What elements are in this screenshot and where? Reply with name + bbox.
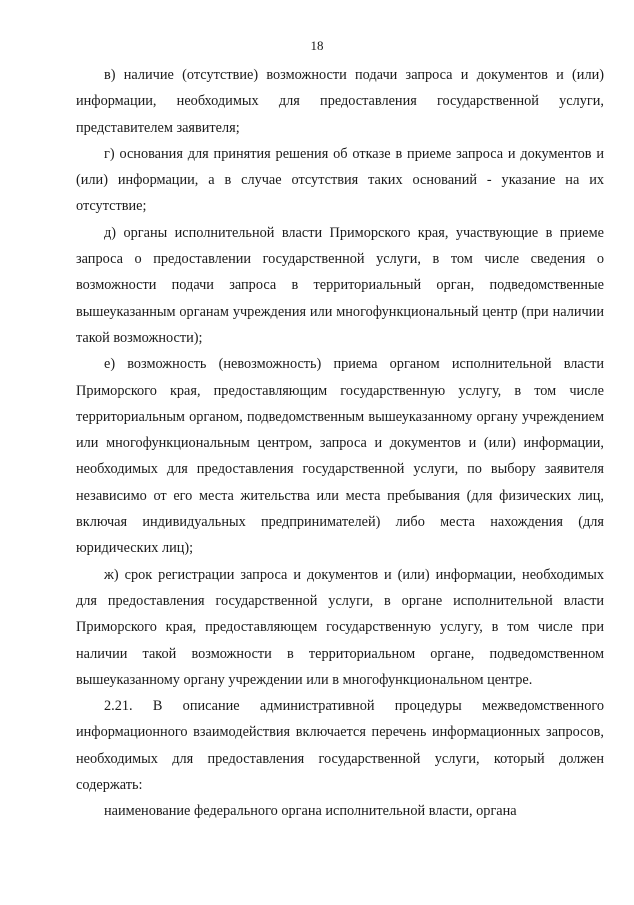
paragraph-g: г) основания для принятия решения об отказе в приеме запроса и документов и (или) информации, а в случае отсутствия таких оснований - указание на их отсутствие; — [76, 145, 604, 215]
paragraph-v: в) наличие (отсутствие) возможности подачи запроса и документов и (или) информации, необходимых для предоставления государственной услуги, представителем заявителя; — [76, 67, 604, 136]
paragraph-d: д) органы исполнительной власти Приморского края, участвующие в приеме запроса о предоставлении государственной услуги, в том числе сведения о возможности подачи запроса в территориальный орган, подведомственные вышеуказанным органам учреждения или многофункциональный центр (при наличии такой возможности); — [76, 224, 604, 346]
document-body — [76, 62, 604, 825]
paragraph-federal-body: наименование федерального органа исполнительной власти, органа — [104, 803, 517, 820]
paragraph-e: е) возможность (невозможность) приема органом исполнительной власти Приморского края, предоставляющим государственную услугу, в том числе территориальным органом, подведомственным вышеуказанному органу учреждением или многофункциональным центром, запроса и документов и (или) информации, необходимых для предоставления государственной услуги, по выбору заявителя независимо от его места жительства или места пребывания (для физических лиц, включая индивидуальных предпринимателей) либо места нахождения (для юридических лиц); — [76, 356, 604, 557]
page-number: 18 — [310, 38, 324, 53]
paragraph-zh: ж) срок регистрации запроса и документов и (или) информации, необходимых для предоставления государственной услуги, в органе исполнительной власти Приморского края, предоставляющем государственную услугу, в том числе при наличии такой возможности в территориальном органе, подведомственном вышеуказанному органу учреждении или в многофункциональном центре. — [76, 566, 604, 688]
paragraph-2-21: 2.21. В описание административной процедуры межведомственного информационного взаимодействия включается перечень информационных запросов, необходимых для предоставления государственной услуги, который должен содержать: — [76, 698, 604, 794]
